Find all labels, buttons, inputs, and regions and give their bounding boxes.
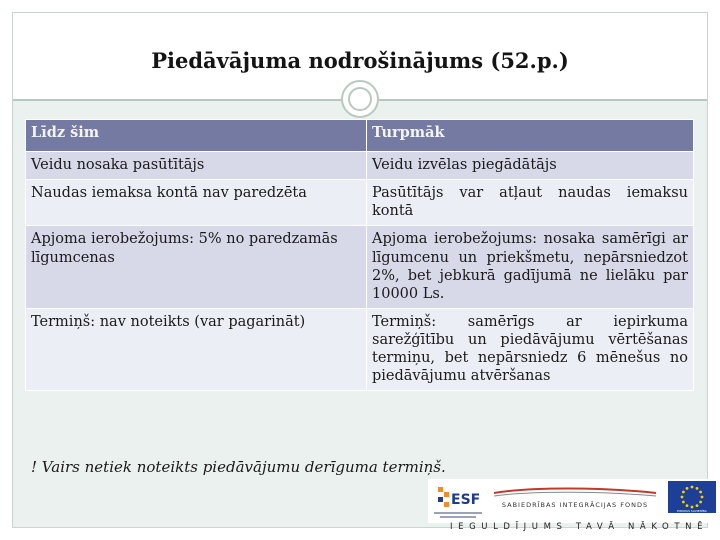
cell-after: Termiņš: samērīgs ar iepirkuma sarežģītību un piedāvājumu vērtēšanas termiņu, bet nepārsniedz 6 mēnešus no piedāvājumu atvēršanas bbox=[367, 308, 694, 391]
note-text: ! Vairs netiek noteikts piedāvājumu derīguma termiņš. bbox=[31, 458, 446, 476]
slide-title: Piedāvājuma nodrošinājums (52.p.) bbox=[151, 48, 569, 73]
esf-subtitle-icon bbox=[434, 511, 484, 519]
esf-label: ESF bbox=[451, 492, 480, 508]
table-header-row bbox=[26, 120, 694, 152]
circle-ornament-icon bbox=[341, 80, 379, 118]
cell-before: Naudas iemaksa kontā nav paredzēta bbox=[26, 180, 367, 226]
table-row bbox=[26, 226, 694, 309]
sif-logo bbox=[490, 485, 660, 513]
eu-flag-icon bbox=[668, 481, 716, 513]
table-row bbox=[26, 152, 694, 180]
comparison-table bbox=[25, 119, 694, 391]
cell-before: Apjoma ierobežojums: 5% no paredzamās līgumcenas bbox=[26, 226, 367, 309]
cell-before: Veidu nosaka pasūtītājs bbox=[26, 152, 367, 180]
table-row bbox=[26, 180, 694, 226]
esf-logo bbox=[436, 483, 480, 511]
footer-logos bbox=[428, 479, 720, 523]
cell-before: Termiņš: nav noteikts (var pagarināt) bbox=[26, 308, 367, 391]
table-row bbox=[26, 308, 694, 391]
header-before: Līdz šim bbox=[26, 120, 367, 152]
sif-label: SABIEDRĪBAS INTEGRĀCIJAS FONDS bbox=[501, 501, 649, 509]
eu-label: EIROPAS SAVIENĪBA bbox=[677, 509, 707, 513]
header-after: Turpmāk bbox=[367, 120, 694, 152]
cell-after: Pasūtītājs var atļaut naudas iemaksu kontā bbox=[367, 180, 694, 226]
cell-after: Apjoma ierobežojums: nosaka samērīgi ar līgumcenu un priekšmetu, nepārsniedzot 2%, bet jebkurā gadījumā ne lielāku par 10000 Ls. bbox=[367, 226, 694, 309]
cell-after: Veidu izvēlas piegādātājs bbox=[367, 152, 694, 180]
slogan-text: IEGULDĪJUMS TAVĀ NĀKOTNĒ bbox=[450, 522, 709, 532]
